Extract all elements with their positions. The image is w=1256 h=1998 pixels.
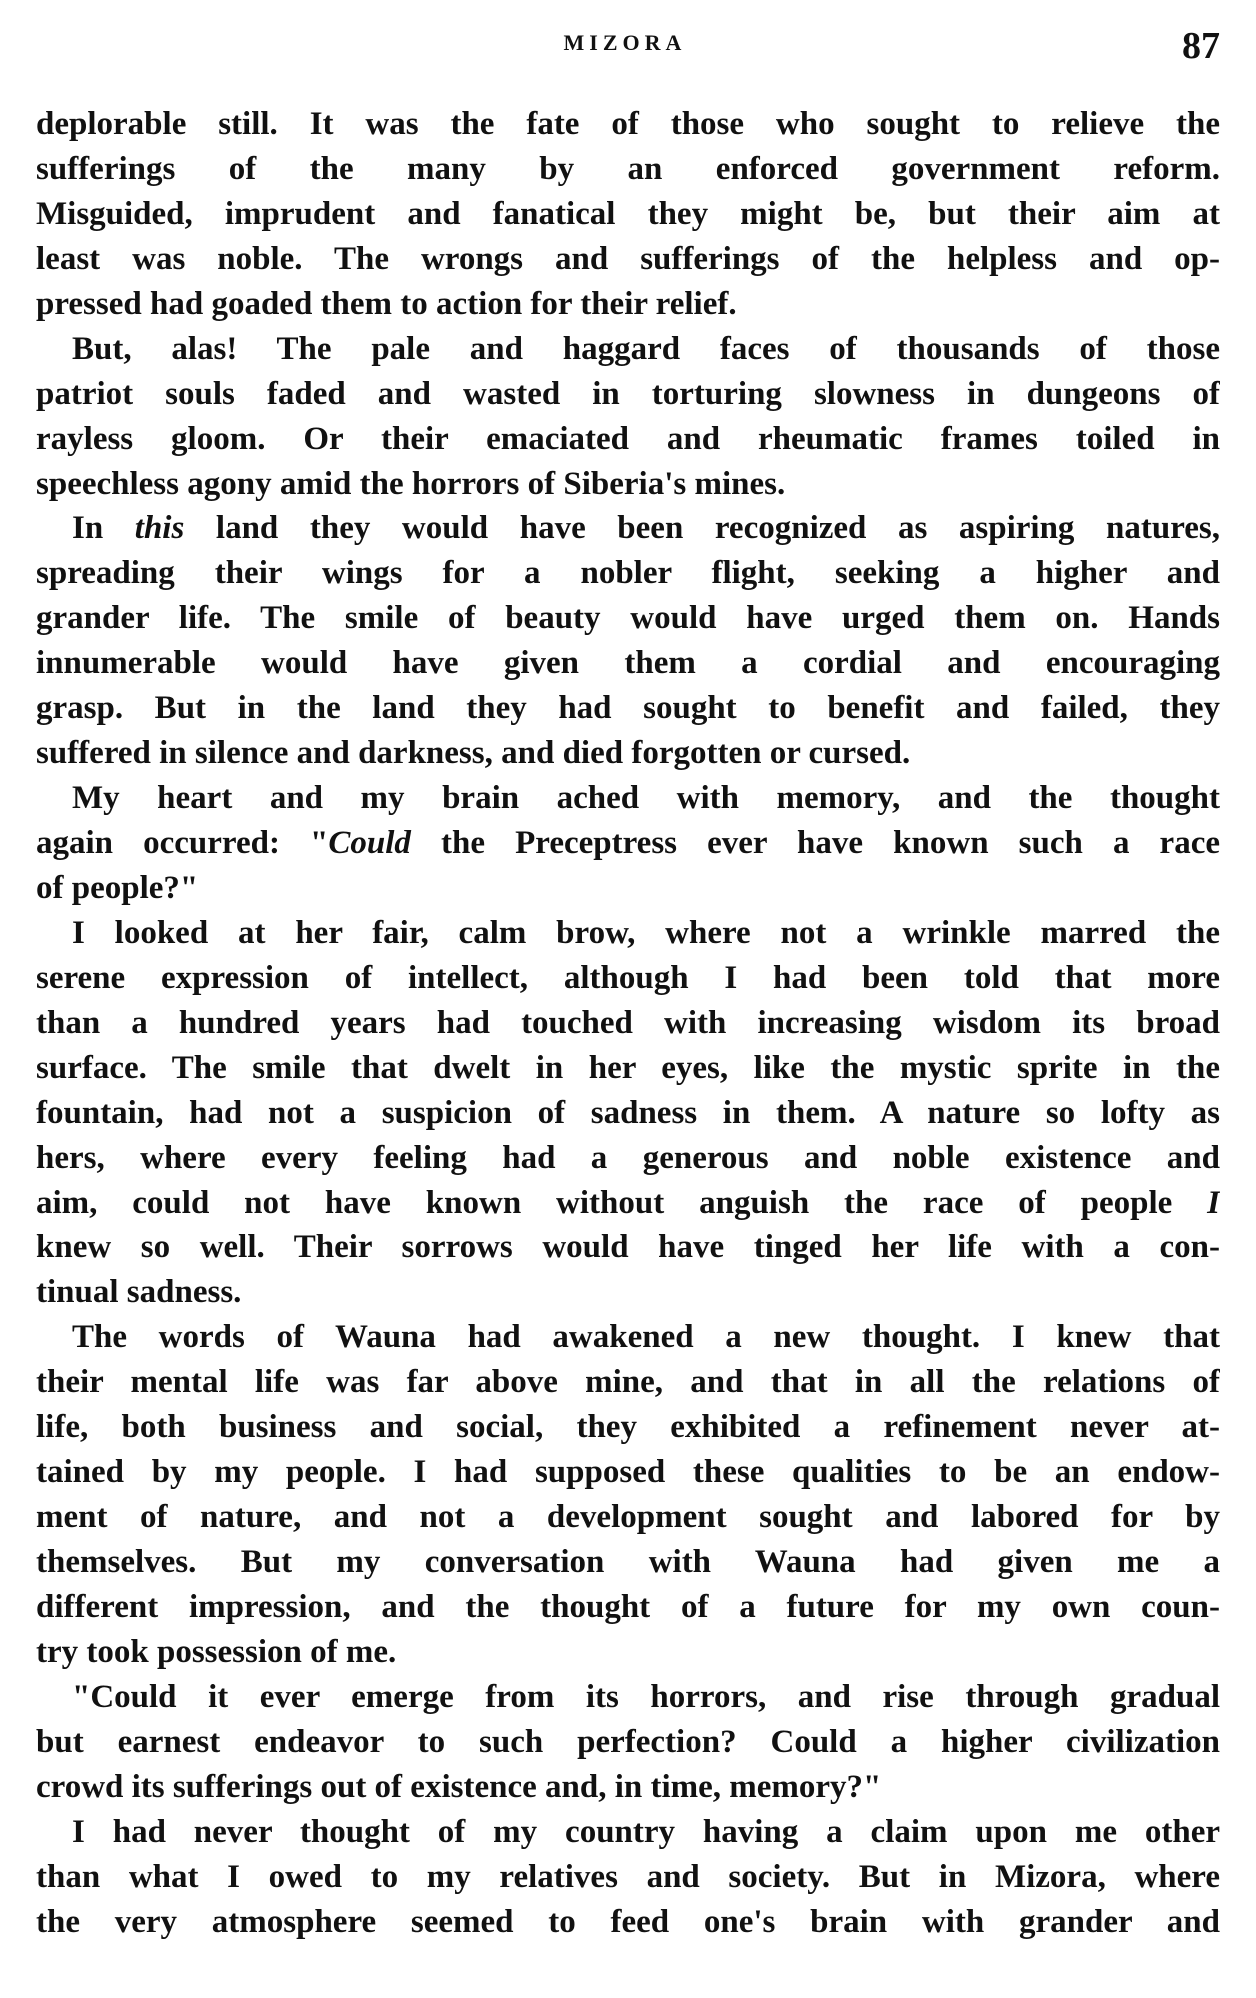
text-run: land they would have been recognized as aspiring natures, — [184, 510, 1220, 547]
text-line: try took possession of me. — [36, 1633, 397, 1670]
text-line: their mental life was far above mine, and that in all the relations of — [36, 1364, 1220, 1401]
text-line: but earnest endeavor to such perfection? Could a higher civilization — [36, 1723, 1220, 1760]
text-line: Misguided, imprudent and fanatical they might be, but their aim at — [36, 195, 1220, 232]
page-number: 87 — [1182, 25, 1220, 67]
text-line: spreading their wings for a nobler flight, seeking a higher and — [36, 555, 1220, 592]
text-line: deplorable still. It was the fate of those who sought to relieve the — [36, 106, 1220, 142]
text-line: pressed had goaded them to action for their relief. — [36, 285, 737, 322]
text-run: In — [72, 510, 135, 547]
text-line: But, alas! The pale and haggard faces of thousands of those — [72, 330, 1220, 367]
text-line: knew so well. Their sorrows would have tinged her life with a con- — [36, 1229, 1220, 1266]
text-line: surface. The smile that dwelt in her eyes, like the mystic sprite in the — [36, 1049, 1220, 1086]
text-line — [36, 506, 1220, 551]
text-line: ment of nature, and not a development sought and labored for by — [36, 1499, 1220, 1536]
text-line: rayless gloom. Or their emaciated and rheumatic frames toiled in — [36, 420, 1220, 457]
text-line: serene expression of intellect, although I had been told that more — [36, 959, 1220, 996]
text-line: grasp. But in the land they had sought to benefit and failed, they — [36, 690, 1220, 727]
text-line: crowd its sufferings out of existence and, in time, memory?" — [36, 1768, 882, 1805]
running-title: MIZORA — [563, 30, 687, 55]
text-line: innumerable would have given them a cordial and encouraging — [36, 645, 1220, 682]
italic-text-run: I — [1207, 1184, 1220, 1221]
text-line: than a hundred years had touched with increasing wisdom its broad — [36, 1004, 1220, 1041]
text-line: least was noble. The wrongs and sufferings of the helpless and op- — [36, 240, 1220, 277]
body-text — [36, 102, 1220, 1944]
text-run: again occurred: " — [36, 825, 329, 861]
text-line — [36, 821, 1220, 866]
text-line: life, both business and social, they exhibited a refinement never at- — [36, 1409, 1220, 1446]
text-line: themselves. But my conversation with Wauna had given me a — [36, 1544, 1220, 1580]
text-line: suffered in silence and darkness, and died forgotten or cursed. — [36, 735, 911, 772]
text-line: tinual sadness. — [36, 1274, 242, 1311]
text-line: different impression, and the thought of a future for my own coun- — [36, 1588, 1220, 1625]
text-line: I had never thought of my country having a claim upon me other — [72, 1813, 1220, 1850]
italic-text-run: Could — [328, 825, 411, 861]
text-line: sufferings of the many by an enforced government reform. — [36, 150, 1220, 187]
text-line: "Could it ever emerge from its horrors, and rise through gradual — [72, 1678, 1220, 1715]
text-line: tained by my people. I had supposed these qualities to be an endow- — [36, 1454, 1220, 1491]
text-line: the very atmosphere seemed to feed one's brain with grander and — [36, 1903, 1220, 1940]
text-run: aim, could not have known without anguish the race of people — [36, 1184, 1208, 1221]
text-line: than what I owed to my relatives and society. But in Mizora, where — [36, 1858, 1220, 1895]
text-line: fountain, had not a suspicion of sadness in them. A nature so lofty as — [36, 1094, 1220, 1131]
text-line: grander life. The smile of beauty would have urged them on. Hands — [36, 600, 1220, 637]
text-line: I looked at her fair, calm brow, where not a wrinkle marred the — [72, 914, 1220, 951]
text-line: The words of Wauna had awakened a new thought. I knew that — [72, 1319, 1220, 1356]
text-line: My heart and my brain ached with memory, and the thought — [72, 780, 1220, 817]
text-line: patriot souls faded and wasted in torturing slowness in dungeons of — [36, 375, 1220, 412]
text-run: the Preceptress ever have known such a race — [410, 825, 1220, 861]
text-line: of people?" — [36, 869, 199, 906]
italic-text-run: this — [134, 510, 185, 547]
text-line: hers, where every feeling had a generous and noble existence and — [36, 1139, 1220, 1176]
running-head — [0, 24, 1256, 67]
text-line: speechless agony amid the horrors of Siberia's mines. — [36, 465, 786, 502]
text-line — [36, 1181, 1220, 1226]
